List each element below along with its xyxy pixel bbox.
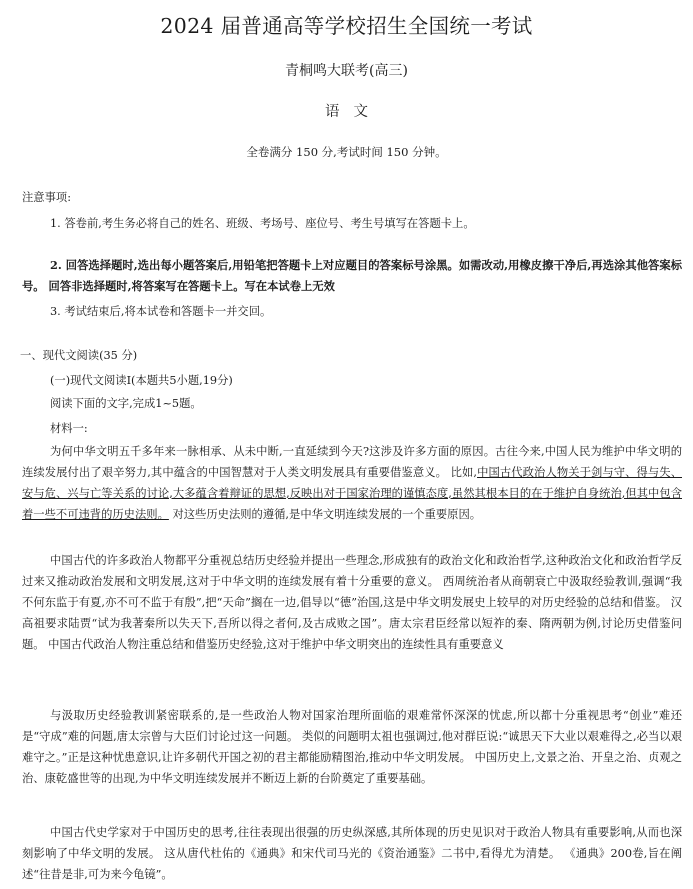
reading-instruction: 阅读下面的文字,完成1~5题。 (50, 397, 202, 410)
subsection-heading: (一)现代文阅读Ⅰ(本题共5小题,19分) (50, 374, 233, 387)
section-heading: 一、现代文阅读(35 分) (20, 349, 138, 362)
exam-totals: 全卷满分 150 分,考试时间 150 分钟。 (246, 145, 447, 159)
paragraph-1 (22, 441, 682, 525)
exam-subtitle: 青桐鸣大联考(高三) (285, 63, 408, 79)
notice-item-2: 2. 回答选择题时,选出每小题答案后,用铅笔把答题卡上对应题目的答案标号涂黑。如需改动,用橡皮擦干净后,再选涂其他答案标号。 回答非选择题时,将答案写在答题卡上。写在本试卷上无效 (22, 258, 682, 293)
material-label: 材料一: (50, 422, 88, 435)
paragraph-4: 中国古代史学家对于中国历史的思考,往往表现出很强的历史纵深感,其所体现的历史见识对于政治人物具有重要影响,从而也深刻影响了中华文明的发展。 这从唐代杜佑的《通典》和宋代司马光的《资治通鉴》二书中,看得尤为清楚。 《通典》200卷,旨在阐述“往昔是非,可为来今龟镜”。 (22, 826, 682, 881)
exam-title: 2024 届普通高等学校招生全国统一考试 (160, 14, 533, 38)
paragraph-3: 与汲取历史经验教训紧密联系的,是一些政治人物对国家治理所面临的艰难常怀深深的忧虑,所以都十分重视思考“创业”难还是“守成”难的问题,唐太宗曾与大臣们讨论过这一问题。 类似的问题明太祖也强调过,他对群臣说:“诚思天下大业以艰难得之,必当以艰难守之。”正是这种忧患意识,让许多朝代开国之初的君主都能励精图治,推动中华文明发展。 中国历史上,文景之治、开皇之治、贞观之治、康乾盛世等的出现,为中华文明连续发展并不断迈上新的台阶奠定了重要基础。 (22, 709, 682, 785)
notice-item-1: 1. 答卷前,考生务必将自己的姓名、班级、考场号、座位号、考生号填写在答题卡上。 (50, 217, 475, 230)
notice-heading: 注意事项: (22, 191, 71, 204)
paragraph-2: 中国古代的许多政治人物都平分重视总结历史经验并提出一些理念,形成独有的政治文化和政治哲学,这种政治文化和政治哲学反过来又推动政治发展和文明发展,这对于中华文明的连续发展有着十分重要的意义。 西周统治者从商朝衰亡中汲取经验教训,强调“我不何东监于有夏,亦不可不监于有殷”,把“天命”搁在一边,倡导以“德”治国,这是中华文明发展史上较早的对历史经验的总结和借鉴。 汉高祖要求陆贾“试为我著秦所以失天下,吾所以得之者何,及古成败之国”。唐太宗君臣经常以短祚的秦、隋两朝为例,讨论历史借鉴问题。 中国古代政治人物注重总结和借鉴历史经验,这对于维护中华文明突出的连续性具有重要意义 (22, 554, 682, 651)
paragraph-1-tail: 对这些历史法则的遵循,是中华文明连续发展的一个重要原因。 (168, 508, 482, 521)
notice-item-3: 3. 考试结束后,将本试卷和答题卡一并交回。 (50, 305, 272, 318)
paragraph-1-underlined: 中国古代政治人物关于剑与守、得与失、安与危、兴与亡等关系的讨论,大多蕴含着辩证的思想,反映出对于国家治理的谨慎态度,虽然其根本目的在于维护自身统治,但其中包含着一些不可违背的历史法则。 (22, 466, 682, 521)
subject-title: 语文 (325, 104, 382, 120)
paragraph-1-text: 为何中华文明五千多年来一脉相承、从未中断,一直延续到今天?这涉及许多方面的原因。古往今来,中国人民为维护中华文明的连续发展付出了艰辛努力,其中蕴含的中国智慧对于人类文明发展具有重要借鉴意义。 比如, (22, 445, 682, 479)
